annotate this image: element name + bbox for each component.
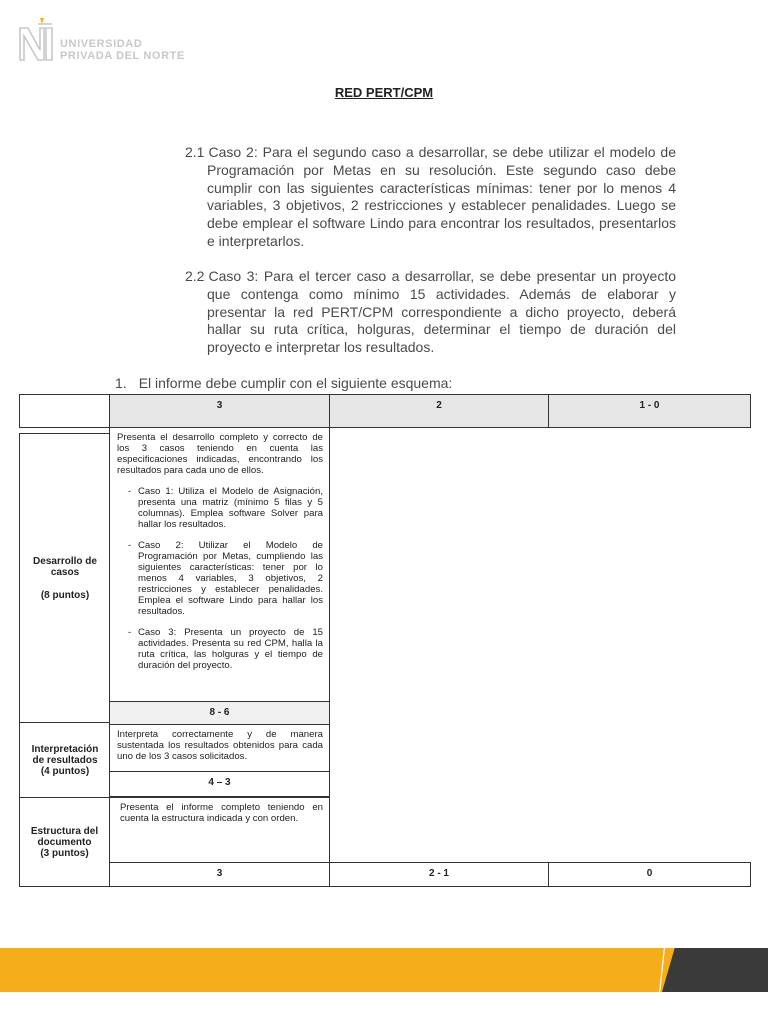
row-label-interpretacion bbox=[19, 722, 110, 798]
logo-line-1: UNIVERSIDAD bbox=[60, 38, 143, 50]
paragraph-number: 2.2 bbox=[185, 268, 205, 284]
row-label-points: (4 puntos) bbox=[40, 765, 90, 777]
row-label-desarrollo bbox=[19, 433, 110, 722]
score-interpretacion: 4 – 3 bbox=[109, 771, 330, 797]
bullet-caso-1: - Caso 1: Utiliza el Modelo de Asignación, presenta una matriz (mínimo 5 filas y 5 columnas). Emplea software Solver para hallar los resultados. bbox=[117, 486, 323, 530]
table-header-cell: 1 - 0 bbox=[548, 394, 751, 428]
paragraph-text: Caso 3: Para el tercer caso a desarrollar, se debe presentar un proyecto que contenga como mínimo 15 actividades. Además de elaborar y presentar la red PERT/CPM correspondiente a dicho proyecto, deberá hallar su ruta crítica, holguras, determinar el tiempo de duración del proyecto e interpretar los resultados. bbox=[207, 268, 676, 356]
row-description-estructura bbox=[109, 797, 330, 863]
row-label-line: casos bbox=[50, 566, 80, 578]
score-estructura-0: 0 bbox=[548, 862, 751, 887]
list-item bbox=[115, 375, 452, 391]
list-item-text: El informe debe cumplir con el siguiente esquema: bbox=[138, 375, 453, 391]
footer-dark-block bbox=[662, 948, 768, 992]
row-label-line: documento bbox=[37, 836, 92, 848]
paragraph-2-1 bbox=[185, 144, 676, 251]
row-label-line: de resultados bbox=[32, 754, 98, 766]
list-item-number: 1. bbox=[115, 375, 127, 391]
table-header-cell: 2 bbox=[329, 394, 549, 428]
logo-wordmark bbox=[60, 38, 185, 62]
row-description-desarrollo bbox=[109, 428, 330, 701]
table-header-cell: 3 bbox=[109, 394, 330, 428]
paragraph-number: 2.1 bbox=[185, 144, 205, 160]
table-divider bbox=[329, 428, 330, 863]
score-estructura-2-1: 2 - 1 bbox=[329, 862, 549, 887]
row-description-interpretacion bbox=[109, 724, 330, 772]
bullet-caso-3: - Caso 3: Presenta un proyecto de 15 actividades. Presenta su red CPM, halla la ruta crítica, las holguras y el tiempo de duración del proyecto. bbox=[117, 627, 323, 671]
paragraph-2-2 bbox=[185, 268, 676, 357]
row-label-line: Estructura del bbox=[30, 825, 99, 837]
row-label-line: Desarrollo de bbox=[33, 555, 97, 567]
footer-bar bbox=[0, 948, 768, 992]
row-label-points: (8 puntos) bbox=[40, 589, 90, 601]
page-title: RED PERT/CPM bbox=[334, 85, 434, 100]
description-intro: Presenta el desarrollo completo y correcto de los 3 casos teniendo en cuenta las especificaciones indicadas, encontrando los resultados para cada uno de ellos. bbox=[117, 432, 323, 476]
score-desarrollo: 8 - 6 bbox=[109, 701, 330, 725]
description-intro: Interpreta correctamente y de manera sustentada los resultados obtenidos para cada uno de los 3 casos solicitados. bbox=[117, 729, 323, 762]
description-intro: Presenta el informe completo teniendo en cuenta la estructura indicada y con orden. bbox=[120, 802, 323, 824]
score-estructura-3: 3 bbox=[109, 862, 330, 887]
row-label-points: (3 puntos) bbox=[40, 847, 89, 859]
table-header-empty bbox=[19, 394, 110, 428]
bullet-caso-2: - Caso 2: Utilizar el Modelo de Programación por Metas, cumpliendo las siguientes características: tener por lo menos 4 variables, 3 objetivos, 2 restricciones y establecer penalidades. Emplea el software Lindo para hallar los resultados. bbox=[117, 540, 323, 617]
row-label-line: Interpretación bbox=[31, 743, 99, 755]
paragraph-text: Caso 2: Para el segundo caso a desarrollar, se debe utilizar el modelo de Programación por Metas en su resolución. Este segundo caso debe cumplir con las siguientes características mínimas: tener por lo menos 4 variables, 3 objetivos, 2 restricciones y establecer penalidades. Luego se debe emplear el software Lindo para encontrar los resultados, presentarlos e interpretarlos. bbox=[207, 144, 676, 249]
logo-line-2: PRIVADA DEL NORTE bbox=[60, 50, 185, 62]
row-label-estructura bbox=[19, 797, 110, 887]
